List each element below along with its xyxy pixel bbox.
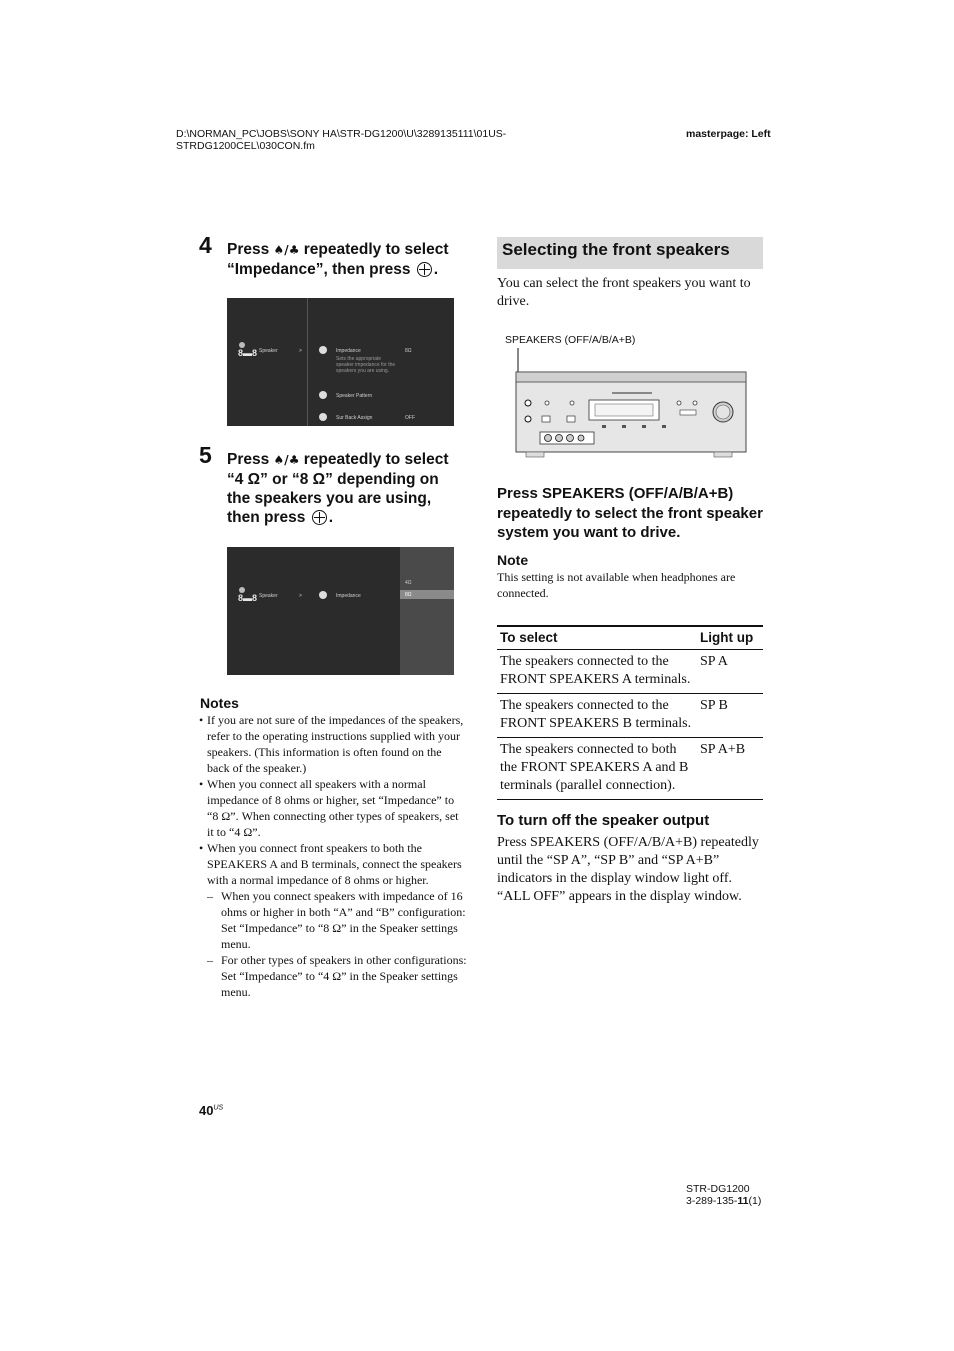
table-cell: SP A+B [697,738,763,800]
step-4-text: “Impedance”, then press [227,261,415,278]
footer-code-b: 11 [737,1195,749,1207]
table-row [497,694,763,738]
step-5-text: . [328,509,334,526]
speaker-menu-screenshot-2 [227,547,454,675]
option-4-ohm: 4Ω [405,580,412,586]
menu-desc-1: Sets the appropriate [336,356,382,362]
menu-sur-back-value: OFF [405,415,415,421]
note-subitem-action: Set “Impedance” to “8 Ω” in the Speaker settings menu. [221,921,458,951]
step-5-text: then press [227,509,310,526]
menu-desc-2: speaker impedance for the [336,362,396,368]
footer-model: STR-DG1200 [686,1183,750,1195]
footer-code [686,1195,761,1207]
section-title: Selecting the front speakers [497,237,763,269]
turnoff-body [497,834,761,906]
table-header-select: To select [497,626,697,650]
footer-code-c: (1) [748,1195,762,1207]
option-8-ohm: 8Ω [405,592,412,598]
step-4-text: . [433,261,439,278]
note-text: This setting is not available when headphones are connected. [497,570,736,600]
step-5-number: 5 [199,442,212,468]
table-row [497,738,763,800]
turnoff-paragraph: “ALL OFF” appears in the display window. [497,889,742,904]
sur-back-icon [319,413,327,421]
table-row [497,650,763,694]
menu-impedance: Impedance [336,348,361,354]
menu-desc-3: speakers you are using. [336,368,390,374]
receiver-front-panel-diagram [512,346,748,462]
menu-speaker: Speaker [259,593,278,599]
table-header-lightup: Light up [697,626,763,650]
footer-code-a: 3-289-135- [686,1195,738,1207]
note-subitem [207,888,467,952]
step-5-text: Press [227,451,274,468]
up-down-arrow-icon: ♠/♣ [273,243,300,257]
menu-impedance: Impedance [336,593,361,599]
page-number-suffix: US [213,1104,224,1112]
section-intro: You can select the front speakers you want to drive. [497,276,751,309]
step-5-text: repeatedly to select [299,451,449,468]
file-path-line1: D:\NORMAN_PC\JOBS\SONY HA\STR-DG1200\U\3289135111\01US- [176,128,507,140]
notes-title: Notes [200,695,239,711]
file-path-line2: STRDG1200CEL\030CON.fm [176,140,315,152]
speaker-select-table [497,625,763,800]
menu-sur-back: Sur Back Assign [336,415,373,421]
step-4-heading [227,240,467,279]
impedance-item-icon [319,591,327,599]
impedance-item-icon [319,346,327,354]
table-header-row [497,626,763,650]
step-5-heading [227,450,472,527]
enter-button-icon [417,262,432,277]
table-cell: The speakers connected to the FRONT SPEAKERS B terminals. [497,694,697,738]
note-item-text: • When you connect front speakers to both the SPEAKERS A and B terminals, connect the speakers with a normal impedance of 8 ohms or higher. [207,841,462,887]
note-title: Note [497,552,529,568]
note-item: • When you connect all speakers with a normal impedance of 8 ohms or higher, set “Impedance” to “8 Ω”. When connecting other types of speakers, set it to “4 Ω”. [199,776,467,840]
masterpage-label: masterpage: Left [686,128,771,140]
turnoff-paragraph: Press SPEAKERS (OFF/A/B/A+B) repeatedly until the “SP A”, “SP B” and “SP A+B” indicators in the display window light off. [497,835,759,886]
note-subitem [207,952,467,1000]
page-number [199,1103,223,1118]
table-cell: SP B [697,694,763,738]
note-subitem-condition: – When you connect speakers with impedance of 16 ohms or higher in both “A” and “B” configuration: [221,889,466,919]
speaker-menu-screenshot-1 [227,298,454,426]
enter-button-icon [312,510,327,525]
speaker-setup-icon: 8▬8 [238,593,258,603]
note-item [199,840,467,1000]
page-number-value: 40 [199,1103,214,1118]
footer [686,1183,761,1207]
step-5-text: the speakers you are using, [227,490,432,507]
speaker-pattern-icon [319,391,327,399]
turnoff-title: To turn off the speaker output [497,812,710,829]
menu-arrow: > [299,348,302,354]
menu-divider [307,298,308,426]
menu-impedance-value: 8Ω [405,348,412,354]
instruction-heading: Press SPEAKERS (OFF/A/B/A+B) repeatedly to select the front speaker system you want to drive. [497,485,763,541]
table-cell: The speakers connected to both the FRONT SPEAKERS A and B terminals (parallel connection). [497,738,697,800]
menu-arrow: > [299,593,302,599]
table-cell: SP A [697,650,763,694]
note-subitem-action: Set “Impedance” to “4 Ω” in the Speaker settings menu. [221,969,458,999]
notes-body [199,712,467,1000]
option-panel [400,547,454,675]
table-cell: The speakers connected to the FRONT SPEAKERS A terminals. [497,650,697,694]
step-4-text: Press [227,241,274,258]
note-subitem-condition: – For other types of speakers in other configurations: [221,953,467,967]
step-4-text: repeatedly to select [299,241,449,258]
up-down-arrow-icon: ♠/♣ [273,453,300,467]
file-path [176,128,576,152]
diagram-label: SPEAKERS (OFF/A/B/A+B) [505,334,636,346]
menu-speaker: Speaker [259,348,278,354]
speaker-setup-icon: 8▬8 [238,348,258,358]
step-5-text: “4 Ω” or “8 Ω” depending on [227,471,439,488]
note-item: • If you are not sure of the impedances of the speakers, refer to the operating instructions supplied with your speakers. (This information is often found on the back of the speaker.) [199,712,467,776]
step-4-number: 4 [199,232,212,258]
menu-speaker-pattern: Speaker Pattern [336,393,373,399]
